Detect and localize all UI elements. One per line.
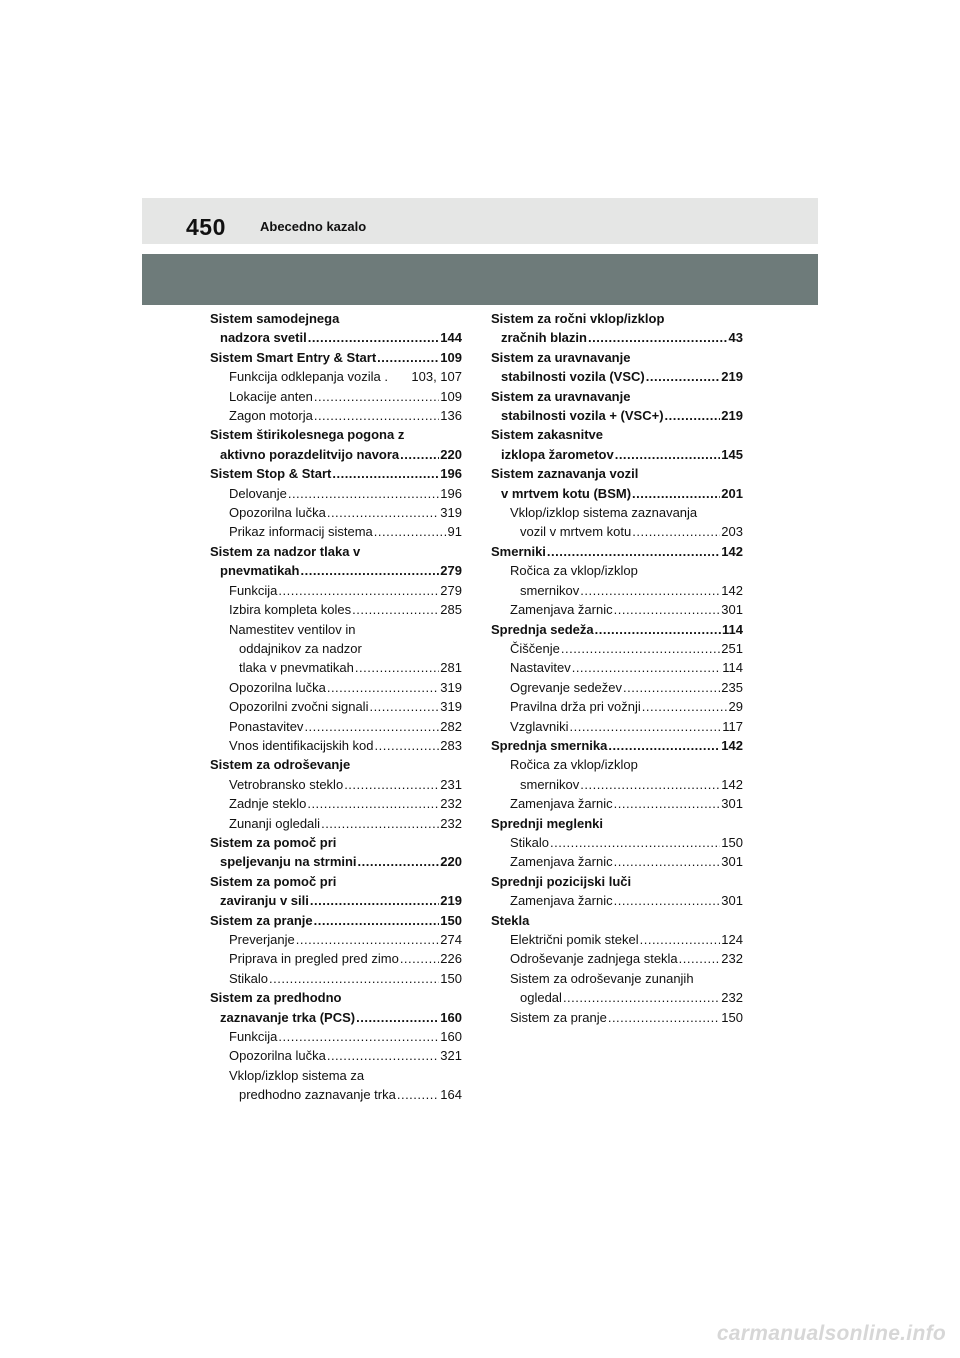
index-page-ref: 150 <box>440 970 462 986</box>
index-heading <box>210 988 462 1007</box>
index-page-ref: 274 <box>440 932 462 947</box>
dot-leader <box>355 658 439 677</box>
index-entry-text: Opozorilni zvočni signali <box>229 699 369 715</box>
index-heading <box>491 387 743 406</box>
index-subentry <box>210 678 462 697</box>
index-subentry <box>491 852 743 871</box>
section-color-bar <box>142 254 818 305</box>
dot-leader <box>314 387 439 406</box>
index-entry-text: vozil v mrtvem kotu <box>520 524 632 540</box>
index-entry-text: stabilnosti vozila + (VSC+) <box>501 408 664 424</box>
index-page-ref: 226 <box>440 951 462 967</box>
index-entry-text: Električni pomik stekel <box>510 932 639 947</box>
index-entry-text: Stikalo <box>510 834 550 850</box>
index-subentry <box>210 930 462 949</box>
index-heading <box>210 1008 462 1027</box>
index-entry-text: Vklop/izklop sistema za <box>229 1067 365 1083</box>
dot-leader <box>374 522 447 541</box>
index-page-ref: 279 <box>440 563 462 579</box>
index-entry-text: oddajnikov za nadzor <box>239 640 362 656</box>
dot-leader <box>580 775 720 794</box>
index-subentry <box>491 794 743 813</box>
index-entry-text: ogledal <box>520 990 562 1006</box>
index-page-ref: 144 <box>440 330 462 346</box>
index-page-ref: 319 <box>440 699 462 715</box>
index-page-ref: 196 <box>440 466 462 482</box>
index-subentry <box>210 600 462 619</box>
dot-leader <box>646 367 721 386</box>
dot-leader <box>300 561 439 580</box>
index-entry-text: nadzora svetil <box>220 330 307 346</box>
index-column-right <box>491 309 743 1027</box>
index-subentry <box>491 891 743 910</box>
index-page-ref: 220 <box>440 854 462 870</box>
index-page-ref: 235 <box>721 679 743 695</box>
index-page-ref: 142 <box>721 737 743 753</box>
dot-leader <box>296 930 440 949</box>
dot-leader <box>400 949 439 968</box>
index-entry-text: Prikaz informacij sistema <box>229 524 373 540</box>
index-subentry <box>210 794 462 813</box>
index-subentry <box>210 1085 462 1104</box>
index-entry-text: Sistem za nadzor tlaka v <box>210 543 361 559</box>
index-entry-text: Pravilna drža pri vožnji <box>510 699 641 715</box>
index-page-ref: 142 <box>721 582 743 598</box>
index-entry-text: Vetrobransko steklo <box>229 776 344 792</box>
index-page-ref: 301 <box>721 602 743 618</box>
index-heading <box>210 309 462 328</box>
index-subentry <box>491 522 743 541</box>
dot-leader <box>352 600 439 619</box>
index-subentry <box>491 503 743 522</box>
index-entry-text: Funkcija odklepanja vozila . <box>229 369 388 385</box>
index-entry-text: Vklop/izklop sistema zaznavanja <box>510 505 698 521</box>
index-entry-text: Sistem za ročni vklop/izklop <box>491 311 665 326</box>
index-page-ref: 301 <box>721 893 743 909</box>
index-entry-text: Sistem za uravnavanje <box>491 388 631 404</box>
index-subentry <box>210 620 462 639</box>
index-page-ref: 91 <box>447 524 462 540</box>
index-subentry <box>210 387 462 406</box>
dot-leader <box>608 736 720 755</box>
index-entry-text: Priprava in pregled pred zimo <box>229 951 399 967</box>
index-heading <box>210 542 462 561</box>
index-entry-text: Zamenjava žarnic <box>510 796 613 812</box>
index-subentry <box>210 949 462 968</box>
index-heading <box>210 852 462 871</box>
index-entry-text: Ponastavitev <box>229 718 304 734</box>
index-heading <box>491 484 743 503</box>
index-page-ref: 103, 107 <box>411 369 462 385</box>
dot-leader <box>377 348 439 367</box>
index-entry-text: Sistem za predhodno <box>210 990 342 1006</box>
index-page-ref: 117 <box>722 718 743 734</box>
dot-leader <box>572 658 722 677</box>
dot-leader <box>632 484 720 503</box>
index-heading <box>491 620 743 639</box>
index-page-ref: 29 <box>728 699 743 715</box>
dot-leader <box>314 911 440 930</box>
index-subentry <box>491 969 743 988</box>
dot-leader <box>288 484 439 503</box>
index-page-ref: 285 <box>440 602 462 618</box>
index-page-ref: 301 <box>721 796 743 812</box>
index-heading <box>210 911 462 930</box>
dot-leader <box>563 988 720 1007</box>
index-subentry <box>491 581 743 600</box>
index-entry-text: Zunanji ogledali <box>229 815 321 831</box>
dot-leader <box>327 1046 439 1065</box>
index-page-ref: 164 <box>440 1087 462 1103</box>
index-heading <box>210 891 462 910</box>
index-subentry <box>491 833 743 852</box>
index-page-ref: 219 <box>721 369 743 385</box>
index-page-ref: 150 <box>721 834 743 850</box>
index-subentry <box>210 484 462 503</box>
index-page-ref: 150 <box>440 912 462 928</box>
index-entry-text: Sistem zakasnitve <box>491 427 604 443</box>
index-heading <box>210 348 462 367</box>
index-entry-text: Ogrevanje sedežev <box>510 679 623 695</box>
index-subentry <box>210 814 462 833</box>
index-subentry <box>491 1008 743 1027</box>
index-page-ref: 232 <box>721 951 743 967</box>
index-heading <box>210 328 462 347</box>
index-entry-text: tlaka v pnevmatikah <box>239 660 354 676</box>
dot-leader <box>580 581 720 600</box>
index-subentry <box>210 969 462 988</box>
index-page-ref: 281 <box>440 660 462 676</box>
index-heading <box>491 406 743 425</box>
dot-leader <box>570 717 722 736</box>
index-heading <box>491 367 743 386</box>
dot-leader <box>321 814 439 833</box>
dot-leader <box>614 852 721 871</box>
watermark: carmanualsonline.info <box>716 1322 946 1345</box>
dot-leader <box>400 445 439 464</box>
index-subentry <box>491 697 743 716</box>
dot-leader <box>304 717 439 736</box>
index-subentry <box>210 581 462 600</box>
index-page-ref: 321 <box>440 1048 462 1064</box>
index-page-ref: 142 <box>721 776 743 792</box>
index-heading <box>491 872 743 891</box>
dot-leader <box>269 969 439 988</box>
dot-leader <box>550 833 720 852</box>
index-entry-text: Odroševanje zadnjega stekla <box>510 951 678 967</box>
dot-leader <box>308 328 440 347</box>
header-band <box>142 198 818 244</box>
index-entry-text: Lokacije anten <box>229 388 313 404</box>
index-page-ref: 232 <box>440 796 462 812</box>
index-heading <box>210 872 462 891</box>
index-heading <box>491 348 743 367</box>
index-page-ref: 203 <box>721 524 743 540</box>
index-entry-text: Nastavitev <box>510 660 571 676</box>
dot-leader <box>310 891 439 910</box>
dot-leader <box>679 949 721 968</box>
index-entry-text: Sistem za odroševanje <box>210 757 351 773</box>
index-heading <box>210 445 462 464</box>
index-subentry <box>210 697 462 716</box>
index-entry-text: Zamenjava žarnic <box>510 602 613 618</box>
dot-leader <box>327 503 439 522</box>
index-page-ref: 219 <box>721 408 743 424</box>
index-page-ref: 201 <box>721 485 743 501</box>
index-page-ref: 109 <box>440 349 462 365</box>
index-entry-text: Zamenjava žarnic <box>510 893 613 909</box>
dot-leader <box>314 406 439 425</box>
index-page-ref: 282 <box>440 718 462 734</box>
dot-leader <box>358 852 440 871</box>
index-entry-text: Opozorilna lučka <box>229 505 326 521</box>
index-heading <box>491 736 743 755</box>
index-entry-text: zračnih blazin <box>501 330 587 346</box>
index-page-ref: 301 <box>721 854 743 870</box>
page-number: 450 <box>186 214 226 240</box>
index-entry-text: Sistem Smart Entry & Start <box>210 349 377 365</box>
index-entry-text: Ročica za vklop/izklop <box>510 757 638 773</box>
index-subentry <box>491 561 743 580</box>
dot-leader <box>614 891 721 910</box>
index-entry-text: Sistem za uravnavanje <box>491 349 631 365</box>
index-heading <box>210 561 462 580</box>
dot-leader <box>640 930 721 949</box>
index-page-ref: 142 <box>721 543 743 559</box>
index-subentry <box>210 775 462 794</box>
dot-leader <box>356 1008 439 1027</box>
index-entry-text: Delovanje <box>229 485 287 501</box>
index-entry-text: zaznavanje trka (PCS) <box>220 1009 356 1025</box>
index-subentry <box>210 406 462 425</box>
index-subentry <box>491 775 743 794</box>
dot-leader <box>632 522 720 541</box>
index-entry-text: Sprednji pozicijski luči <box>491 873 632 889</box>
index-subentry <box>491 988 743 1007</box>
index-entry-text: Sprednji meglenki <box>491 815 603 831</box>
index-entry-text: pnevmatikah <box>220 563 300 579</box>
dot-leader <box>278 1027 439 1046</box>
index-subentry <box>491 678 743 697</box>
index-entry-text: predhodno zaznavanje trka <box>239 1087 396 1103</box>
dot-leader <box>614 794 721 813</box>
index-heading <box>210 425 462 444</box>
index-page-ref: 124 <box>721 932 743 947</box>
index-page-ref: 279 <box>440 582 462 598</box>
index-entry-text: izklopa žarometov <box>501 446 614 462</box>
dot-leader <box>369 697 439 716</box>
index-entry-text: smernikov <box>520 776 580 792</box>
dot-leader <box>332 464 439 483</box>
index-page-ref: 220 <box>440 446 462 462</box>
index-subentry <box>210 522 462 541</box>
index-entry-text: Sistem za pomoč pri <box>210 873 337 889</box>
index-subentry <box>491 658 743 677</box>
index-entry-text: zaviranju v sili <box>220 893 309 909</box>
index-page-ref: 232 <box>721 990 743 1006</box>
index-heading <box>491 542 743 561</box>
index-entry-text: Sistem Stop & Start <box>210 466 332 482</box>
index-entry-text: Zadnje steklo <box>229 796 307 812</box>
index-entry-text: speljevanju na strmini <box>220 854 357 870</box>
index-page-ref: 232 <box>440 815 462 831</box>
dot-leader <box>547 542 720 561</box>
index-subentry <box>491 755 743 774</box>
dot-leader <box>278 581 439 600</box>
index-heading <box>210 833 462 852</box>
index-entry-text: Sprednja smernika <box>491 737 608 753</box>
index-entry-text: Sprednja sedeža <box>491 621 594 637</box>
index-entry-text: Sistem za pranje <box>510 1009 607 1025</box>
index-entry-text: Sistem štirikolesnega pogona z <box>210 427 405 443</box>
index-subentry <box>491 639 743 658</box>
index-heading <box>491 328 743 347</box>
dot-leader <box>614 600 721 619</box>
dot-leader <box>665 406 721 425</box>
dot-leader <box>642 697 728 716</box>
index-entry-text: Zamenjava žarnic <box>510 854 613 870</box>
index-page-ref: 145 <box>721 446 743 462</box>
index-page-ref: 114 <box>722 660 743 676</box>
index-subentry <box>210 503 462 522</box>
index-entry-text: Opozorilna lučka <box>229 679 326 695</box>
index-subentry <box>491 930 743 949</box>
dot-leader <box>307 794 439 813</box>
index-column-left <box>210 309 462 1105</box>
index-entry-text: Vnos identifikacijskih kod <box>229 737 374 753</box>
index-subentry <box>210 1046 462 1065</box>
index-heading <box>491 814 743 833</box>
index-heading <box>491 309 743 328</box>
index-page-ref: 109 <box>440 388 462 404</box>
index-page-ref: 114 <box>722 621 743 637</box>
dot-leader <box>375 736 440 755</box>
index-page-ref: 196 <box>440 485 462 501</box>
dot-leader <box>588 328 728 347</box>
index-subentry <box>210 367 462 386</box>
dot-leader <box>327 678 439 697</box>
dot-leader <box>615 445 721 464</box>
index-subentry <box>491 600 743 619</box>
index-page-ref: 160 <box>440 1029 462 1045</box>
index-subentry <box>210 658 462 677</box>
index-page-ref: 319 <box>440 679 462 695</box>
index-subentry <box>210 1027 462 1046</box>
index-entry-text: Funkcija <box>229 1029 278 1045</box>
index-entry-text: Smerniki <box>491 543 546 559</box>
index-heading <box>491 445 743 464</box>
index-entry-text: stabilnosti vozila (VSC) <box>501 369 645 385</box>
dot-leader <box>608 1008 720 1027</box>
index-page-ref: 319 <box>440 505 462 521</box>
index-entry-text: Sistem zaznavanja vozil <box>491 466 639 482</box>
index-entry-text: Stikalo <box>229 970 269 986</box>
index-heading <box>491 911 743 930</box>
index-subentry <box>210 717 462 736</box>
index-page-ref: 219 <box>440 893 462 909</box>
index-page-ref: 136 <box>440 408 462 424</box>
index-entry-text: Namestitev ventilov in <box>229 621 356 637</box>
section-title: Abecedno kazalo <box>260 219 367 234</box>
index-page-ref: 231 <box>440 776 462 792</box>
index-subentry <box>491 717 743 736</box>
index-entry-text: Sistem samodejnega <box>210 311 340 326</box>
index-entry-text: Ročica za vklop/izklop <box>510 563 638 579</box>
index-entry-text: Funkcija <box>229 582 278 598</box>
index-page-ref: 150 <box>721 1009 743 1025</box>
index-entry-text: Izbira kompleta koles <box>229 602 352 618</box>
dot-leader <box>344 775 439 794</box>
index-entry-text: Vzglavniki <box>510 718 569 734</box>
index-entry-text: Stekla <box>491 912 530 928</box>
index-entry-text: Sistem za odroševanje zunanjih <box>510 970 694 986</box>
dot-leader <box>623 678 720 697</box>
index-page-ref: 43 <box>728 330 743 346</box>
index-heading <box>491 464 743 483</box>
index-entry-text: Čiščenje <box>510 640 560 656</box>
index-heading <box>491 425 743 444</box>
dot-leader <box>561 639 720 658</box>
index-entry-text: Preverjanje <box>229 932 295 947</box>
index-page-ref: 283 <box>440 737 462 753</box>
index-entry-text: v mrtvem kotu (BSM) <box>501 485 632 501</box>
dot-leader <box>595 620 721 639</box>
index-heading <box>210 464 462 483</box>
index-entry-text: Sistem za pranje <box>210 912 313 928</box>
index-subentry <box>210 1066 462 1085</box>
dot-leader <box>397 1085 439 1104</box>
index-entry-text: aktivno porazdelitvijo navora <box>220 446 400 462</box>
index-entry-text: Zagon motorja <box>229 408 313 424</box>
index-page-ref: 251 <box>721 640 743 656</box>
index-heading <box>210 755 462 774</box>
index-page-ref: 160 <box>440 1009 462 1025</box>
index-entry-text: Sistem za pomoč pri <box>210 834 337 850</box>
index-subentry <box>491 949 743 968</box>
index-subentry <box>210 639 462 658</box>
index-subentry <box>210 736 462 755</box>
index-entry-text: Opozorilna lučka <box>229 1048 326 1064</box>
index-entry-text: smernikov <box>520 582 580 598</box>
